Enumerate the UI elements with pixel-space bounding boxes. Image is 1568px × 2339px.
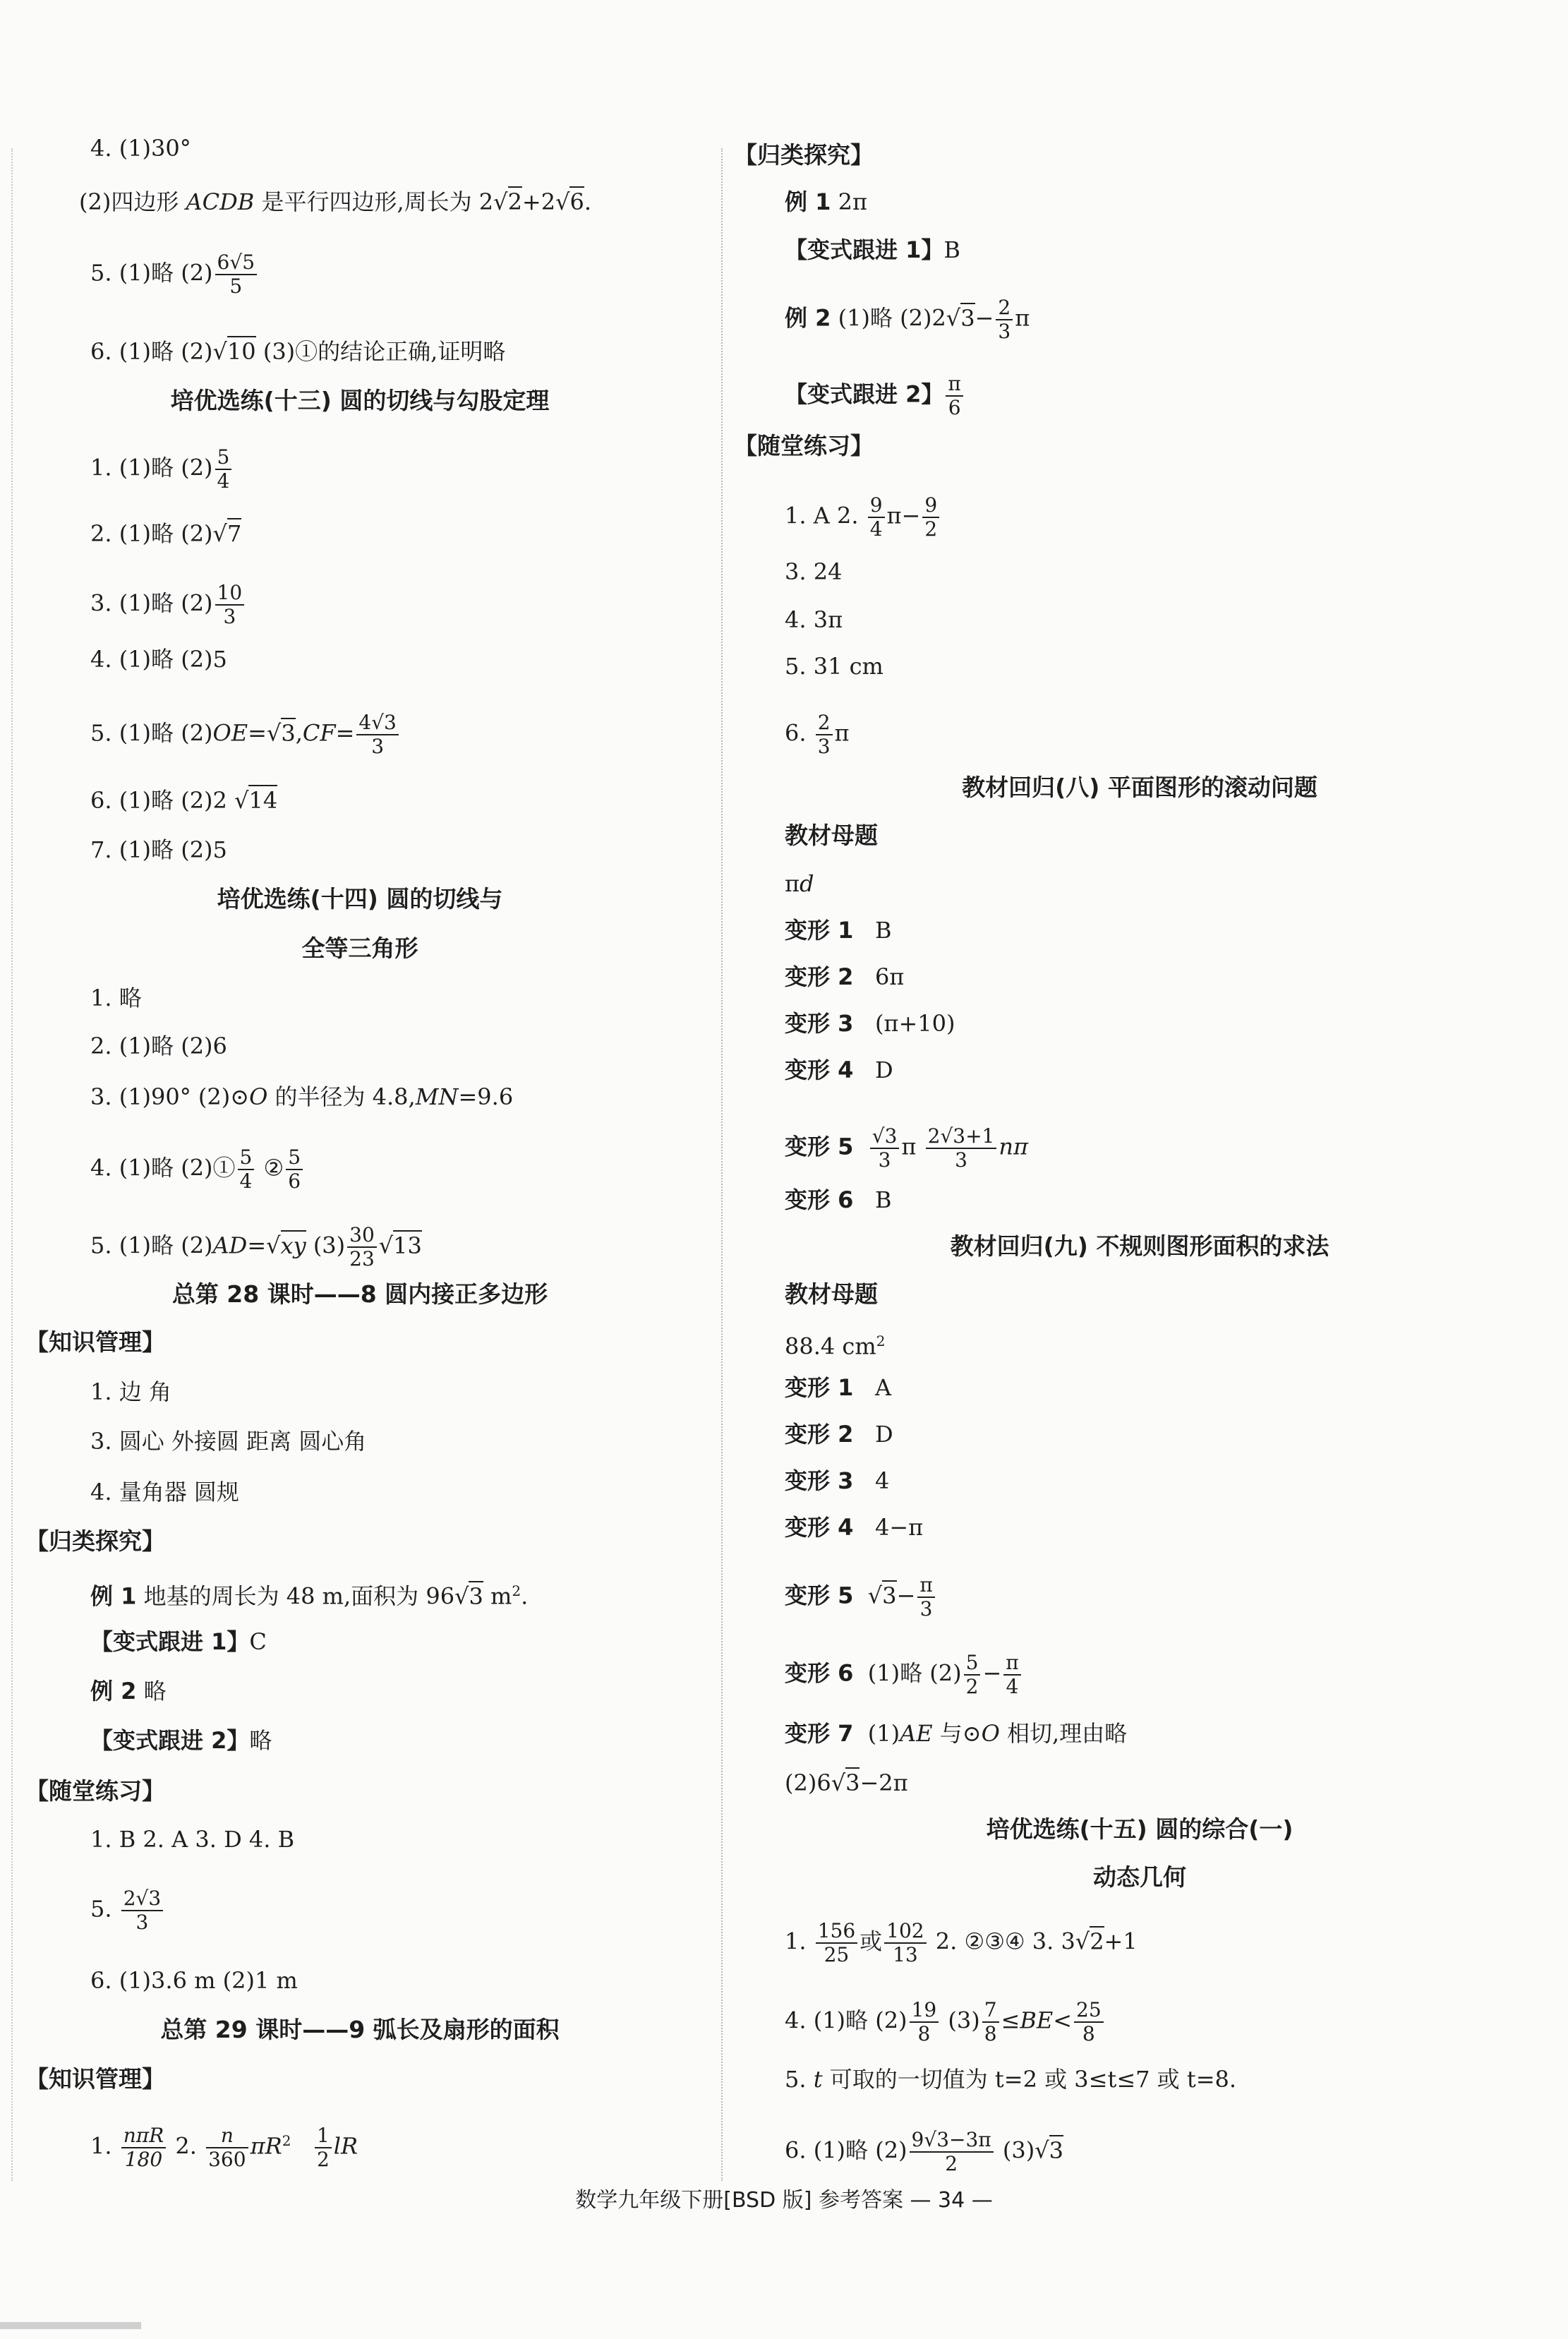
text: 可取的一切值为 t=2 或 3≤t≤7 或 t=8. (822, 2066, 1237, 2093)
answer-13-1 (90, 446, 234, 493)
r15-answer-6: 6. (1)略 (2) $\frac{9√3-3\pi}{2}$ (3)√3 (785, 2128, 1063, 2175)
text: π (785, 870, 800, 897)
text: 与⊙ (932, 1720, 982, 1747)
denominator: 4 (239, 1170, 253, 1193)
fraction (884, 1920, 926, 1966)
text: π (901, 1133, 924, 1160)
text: =9.6 (458, 1083, 514, 1110)
numerator: 25 (1074, 1999, 1104, 2023)
numerator: 2√3+1 (926, 1125, 997, 1149)
denominator: 3 (878, 1148, 891, 1172)
text: 5. (785, 2066, 814, 2093)
text: 6π (874, 963, 905, 990)
answer-13-4: 4. (1)略 (2)5 (90, 646, 227, 673)
numerator: n (206, 2124, 248, 2148)
numerator: 9√3−3π (910, 2129, 994, 2153)
denominator: 8 (984, 2022, 997, 2045)
denominator: 2 (924, 517, 938, 541)
fraction (238, 1146, 255, 1193)
variant-label: 变形 2 (785, 1421, 854, 1448)
answer-13-5: 5. (1)略 (2)OE=√3,CF= $\frac{4√3}{3}$ (90, 711, 401, 758)
scan-edge (0, 2322, 141, 2329)
r8-variant-2 (785, 963, 904, 991)
r9-variant-4 (785, 1513, 923, 1541)
answer-28-p5 (90, 1887, 165, 1934)
variant-label: 变形 6 (785, 1659, 854, 1687)
example-label: 例 1 (785, 188, 831, 215)
r8-variant-1 (785, 916, 891, 944)
numerator: π (1003, 1652, 1020, 1676)
numerator: 2 (996, 296, 1013, 320)
r-example-2: 例 2 (1)略 (2)2√3− $\frac{2}{3}$ π (785, 296, 1030, 343)
fraction (356, 711, 398, 758)
fraction (816, 711, 833, 758)
variant-label: 变形 5 (785, 1582, 854, 1609)
r-answer-4: 4. 3π (785, 606, 843, 633)
text: (3) (941, 2007, 980, 2034)
variant-label: 变形 1 (785, 917, 854, 944)
denominator: 25 (824, 1943, 850, 1966)
text: 2. (168, 2132, 205, 2160)
text: − (982, 1659, 1002, 1687)
r-answer-3: 3. 24 (785, 558, 843, 585)
text: m (483, 1582, 512, 1610)
denominator: 3 (135, 1911, 149, 1934)
denominator: 3 (223, 605, 236, 628)
r9-variant-6 (785, 1652, 1023, 1698)
radicand: 14 (248, 785, 277, 814)
text: (2)四边形 (79, 188, 186, 215)
numerator: 2 (816, 711, 833, 735)
text: πR (250, 2132, 282, 2160)
denominator: 180 (124, 2148, 163, 2171)
fraction (206, 2124, 248, 2171)
variant-label: 变形 4 (785, 1514, 854, 1541)
radicand: 7 (227, 518, 241, 547)
answer-6: 6. (1)略 (2)√10 (3)①的结论正确,证明略 (90, 337, 505, 366)
text: nπ (999, 1133, 1029, 1160)
denominator: 3 (998, 320, 1011, 343)
text: 1. (785, 1928, 814, 1955)
section-title-14a: 培优选练(十四) 圆的切线与 (217, 885, 503, 913)
lesson-title-28: 总第 28 课时——8 圆内接正多边形 (171, 1280, 548, 1308)
answer-28-4: 4. 量角器 圆规 (90, 1479, 239, 1505)
fraction (910, 1999, 939, 2045)
text: 6. (785, 719, 814, 747)
fraction (286, 1146, 303, 1193)
text: 或 (860, 1928, 883, 1955)
heading-practice: 【随堂练习】 (25, 1777, 165, 1805)
text: D (874, 1057, 893, 1083)
variant-1 (90, 1628, 267, 1656)
radicand: 3 (1049, 2135, 1063, 2164)
denominator: 13 (893, 1943, 918, 1966)
var: CF (302, 719, 336, 747)
text: 略 (136, 1678, 167, 1704)
section-title-13: 培优选练(十三) 圆的切线与勾股定理 (170, 387, 550, 414)
fraction (121, 1887, 163, 1934)
text: ≤ (1001, 2007, 1020, 2034)
fraction (868, 494, 885, 541)
denominator: 4 (217, 469, 230, 493)
quad-name: ACDB (186, 188, 255, 215)
numerator: 19 (910, 1999, 939, 2023)
answer-29-1 (90, 2124, 358, 2171)
answer-4: 4. (1)30° (90, 135, 191, 162)
heading-explore: 【归类探究】 (25, 1527, 165, 1555)
text: < (1053, 2007, 1073, 2034)
fraction (215, 446, 232, 493)
text: 6. (1)略 (2)2 (90, 787, 235, 814)
radicand: 3 (469, 1581, 483, 1610)
text: ② (256, 1154, 284, 1181)
text: 6. (1)略 (2) (90, 338, 213, 365)
r9-variant-5: 变形 5 √3− $\frac{\pi}{3}$ (785, 1574, 937, 1621)
var: OE (212, 719, 248, 747)
radicand: 10 (227, 336, 256, 365)
text: (2)6 (785, 1769, 831, 1796)
text: 4 (874, 1467, 890, 1494)
answer-14-4 (90, 1146, 305, 1193)
denominator: 3 (955, 1148, 967, 1172)
denominator: 8 (1082, 2022, 1095, 2045)
numerator: 5 (238, 1146, 255, 1170)
fraction (926, 1125, 997, 1172)
text: +2 (521, 188, 556, 215)
fraction (816, 1920, 857, 1966)
example-label: 例 1 (90, 1582, 137, 1610)
variant-label: 【变式跟进 1】 (785, 236, 944, 263)
numerator: 30 (347, 1224, 377, 1248)
answer-13-7: 7. (1)略 (2)5 (90, 836, 227, 863)
text: −2π (860, 1769, 908, 1796)
text: 是平行四边形,周长为 2 (254, 188, 494, 215)
denominator: 4 (1006, 1675, 1019, 1698)
r9-variant-1 (785, 1373, 891, 1402)
answer-5 (90, 251, 259, 298)
r15-answer-1: 1. $\frac{156}{25}$ 或 $\frac{102}{13}$ 2. ②③④ 3. 3√2+1 (785, 1919, 1138, 1966)
r-answer-1 (785, 494, 941, 541)
section-title-14b: 全等三角形 (301, 934, 418, 962)
variant-2 (90, 1726, 272, 1755)
var: O (249, 1083, 268, 1110)
denominator: 6 (288, 1170, 301, 1193)
r15-answer-4 (785, 1999, 1106, 2045)
r9-variant-7 (785, 1719, 1127, 1748)
text: (3) (306, 1232, 346, 1259)
text: = (248, 719, 267, 747)
heading-practice-r: 【随堂练习】 (734, 432, 874, 459)
denominator: 2 (945, 2152, 958, 2175)
section-title-r15a: 培优选练(十五) 圆的综合(一) (986, 1815, 1293, 1843)
numerator: nπR (121, 2124, 167, 2148)
fraction (215, 582, 245, 628)
fraction (982, 1999, 999, 2045)
text: 5. (1)略 (2) (90, 259, 213, 287)
section-title-r9: 教材回归(九) 不规则图形面积的求法 (950, 1232, 1329, 1260)
fraction (996, 296, 1013, 343)
denominator: 3 (817, 735, 831, 758)
r9-variant-3 (785, 1467, 889, 1495)
text: 略 (249, 1727, 272, 1754)
text: . (521, 1582, 529, 1610)
r-answer-5: 5. 31 cm (785, 653, 883, 680)
text: C (249, 1628, 267, 1655)
radicand: 2 (508, 186, 522, 215)
numerator: 156 (816, 1920, 857, 1944)
superscript: 2 (282, 2131, 291, 2149)
r-variant-1 (785, 236, 960, 264)
text: lR (333, 2132, 358, 2160)
text: − (975, 304, 994, 332)
radicand: 3 (845, 1767, 860, 1796)
example-1: 例 1 地基的周长为 48 m,面积为 96√3 $m^2$. (90, 1577, 528, 1611)
text: A (874, 1374, 892, 1401)
text: (π+10) (874, 1010, 955, 1037)
var: AD (212, 1232, 248, 1259)
r-variant-2 (785, 373, 965, 419)
answer-13-2: 2. (1)略 (2)√7 (90, 519, 241, 548)
text: = (335, 719, 355, 747)
r8-variant-5 (785, 1125, 1028, 1172)
text: 5. (90, 1895, 119, 1923)
text: 2π (831, 188, 867, 215)
denominator: 5 (229, 275, 243, 298)
text: 5. (1)略 (2) (90, 719, 213, 747)
radicand: 6 (569, 186, 584, 215)
numerator: 1 (315, 2124, 332, 2148)
numerator: 6√5 (215, 251, 257, 275)
fraction (121, 2124, 167, 2171)
text: 的半径为 4.8, (267, 1083, 416, 1110)
section-title-r15b: 动态几何 (1093, 1863, 1186, 1891)
left-margin-rule (11, 148, 13, 2181)
numerator: 4√3 (356, 711, 398, 735)
radicand: 13 (393, 1230, 422, 1259)
answer-14-3 (90, 1083, 513, 1111)
radicand: 2 (1090, 1926, 1104, 1955)
fraction (870, 1125, 900, 1172)
denominator: 23 (349, 1247, 375, 1270)
superscript: 2 (876, 1333, 886, 1349)
text: 1. (1)略 (2) (90, 454, 213, 481)
radicand: xy (281, 1230, 306, 1259)
numerator: 5 (286, 1146, 303, 1170)
text: π (1015, 304, 1030, 332)
fraction (910, 2129, 994, 2175)
fraction (1074, 1999, 1104, 2045)
variant-label: 变形 6 (785, 1186, 854, 1213)
answer-4-2: (2)四边形 ACDB 是平行四边形,周长为 2√2+2√6. (79, 188, 591, 216)
text: (1)略 (2) (867, 1659, 962, 1687)
heading-explore-r: 【归类探究】 (734, 141, 874, 169)
variant-label: 【变式跟进 1】 (90, 1628, 250, 1655)
r15-answer-5 (785, 2065, 1236, 2093)
r9-variant-7-2: (2)6√3−2π (785, 1769, 908, 1797)
textbook-problem-8: 教材母题 (785, 822, 878, 849)
superscript: 2 (512, 1582, 521, 1599)
numerator: 102 (884, 1920, 926, 1944)
denominator: 8 (917, 2022, 931, 2045)
r-example-1 (785, 188, 867, 216)
var: MN (415, 1083, 459, 1110)
fraction (964, 1652, 981, 1698)
variant-label: 【变式跟进 2】 (90, 1727, 250, 1754)
text: +1 (1104, 1928, 1138, 1955)
answer-28-1: 1. 边 角 (90, 1378, 171, 1405)
numerator: 5 (964, 1652, 981, 1676)
variant-label: 变形 1 (785, 1374, 854, 1401)
text: 2. ②③④ 3. 3 (928, 1928, 1075, 1955)
numerator: 2√3 (121, 1887, 163, 1911)
denominator: 2 (316, 2148, 330, 2171)
var: AE (900, 1720, 933, 1747)
variant-label: 变形 3 (785, 1467, 854, 1494)
text: B (874, 1186, 892, 1213)
text: 1. A 2. (785, 502, 866, 529)
numerator: 7 (982, 1999, 999, 2023)
fraction (215, 251, 257, 298)
denominator: 360 (208, 2148, 246, 2171)
text: B (943, 236, 960, 263)
section-title-r8: 教材回归(八) 平面图形的滚动问题 (962, 774, 1317, 801)
fraction (922, 494, 939, 541)
fraction (347, 1224, 377, 1270)
text: 地基的周长为 48 m,面积为 96 (136, 1582, 455, 1610)
denominator: 2 (965, 1675, 979, 1698)
text: . (584, 188, 592, 215)
textbook-answer-9 (785, 1327, 885, 1361)
example-label: 例 2 (785, 304, 831, 332)
r9-variant-2 (785, 1420, 893, 1448)
numerator: π (946, 373, 963, 397)
text: (1) (867, 1720, 900, 1747)
variant-label: 变形 7 (785, 1720, 854, 1747)
text: π− (886, 502, 921, 529)
fraction (315, 2124, 332, 2171)
numerator: 9 (868, 494, 885, 518)
numerator: 5 (215, 446, 232, 470)
textbook-answer-8 (785, 870, 814, 898)
textbook-problem-9: 教材母题 (785, 1280, 878, 1308)
text: 2. (1)略 (2) (90, 520, 213, 547)
fraction (946, 373, 963, 419)
text: B (874, 917, 892, 944)
answer-28-p1: 1. B 2. A 3. D 4. B (90, 1826, 295, 1853)
denominator: 6 (948, 396, 961, 419)
fraction (917, 1574, 934, 1621)
text: 88.4 cm (785, 1333, 876, 1360)
text: 3. (1)略 (2) (90, 589, 213, 617)
example-label: 例 2 (90, 1678, 137, 1704)
var: d (800, 870, 814, 897)
text: 4. (1)略 (2)① (90, 1154, 236, 1181)
numerator: 10 (215, 582, 245, 606)
variant-label: 【变式跟进 2】 (785, 380, 944, 408)
r8-variant-6 (785, 1186, 891, 1214)
radicand: 3 (882, 1580, 896, 1609)
text: 4. (1)略 (2) (785, 2007, 907, 2034)
answer-13-3 (90, 582, 246, 628)
variant-label: 变形 3 (785, 1010, 854, 1037)
numerator: 9 (922, 494, 939, 518)
answer-14-2: 2. (1)略 (2)6 (90, 1033, 227, 1059)
answer-28-p6: 6. (1)3.6 m (2)1 m (90, 1967, 298, 1994)
variant-label: 变形 5 (785, 1133, 854, 1160)
text: 相切,理由略 (999, 1720, 1128, 1747)
text: 6. (1)略 (2) (785, 2136, 907, 2164)
text: − (896, 1582, 916, 1609)
denominator: 4 (869, 517, 883, 541)
text: = (247, 1232, 267, 1259)
lesson-title-29: 总第 29 课时——9 弧长及扇形的面积 (160, 2016, 560, 2043)
answer-14-1: 1. 略 (90, 985, 142, 1011)
answer-13-6: 6. (1)略 (2)2 √14 (90, 786, 277, 814)
variant-label: 变形 2 (785, 963, 854, 990)
page-footer: 数学九年级下册[BSD 版] 参考答案 — 34 — (575, 2188, 993, 2213)
text: 5. (1)略 (2) (90, 1232, 213, 1259)
text: (3)①的结论正确,证明略 (255, 338, 506, 365)
text: 1. (90, 2132, 119, 2160)
numerator: π (917, 1574, 934, 1598)
text: 4−π (874, 1514, 924, 1541)
text: 3. (1)90° (2)⊙ (90, 1083, 250, 1110)
text: (3) (995, 2136, 1035, 2164)
heading-knowledge: 【知识管理】 (25, 1328, 165, 1356)
text: , (295, 719, 303, 747)
answer-28-3: 3. 圆心 外接圆 距离 圆心角 (90, 1428, 367, 1455)
numerator: √3 (870, 1125, 900, 1149)
denominator: 3 (919, 1597, 933, 1621)
radicand: 3 (960, 303, 975, 332)
text: D (874, 1421, 893, 1448)
column-divider (721, 148, 723, 2181)
r-answer-6 (785, 711, 850, 758)
text: π (834, 719, 850, 747)
var: t (813, 2066, 823, 2093)
var: BE (1020, 2007, 1054, 2034)
fraction (1003, 1652, 1020, 1698)
radicand: 3 (281, 718, 295, 747)
heading-knowledge-2: 【知识管理】 (25, 2065, 165, 2093)
r8-variant-4 (785, 1056, 893, 1084)
var: O (981, 1720, 1000, 1747)
answer-14-5: 5. (1)略 (2)AD=√xy (3) $\frac{30}{23}$ √13 (90, 1223, 422, 1270)
text: (1)略 (2)2 (831, 304, 946, 332)
denominator: 3 (371, 735, 385, 758)
example-2 (90, 1677, 167, 1705)
r8-variant-3 (785, 1009, 955, 1038)
variant-label: 变形 4 (785, 1057, 854, 1083)
